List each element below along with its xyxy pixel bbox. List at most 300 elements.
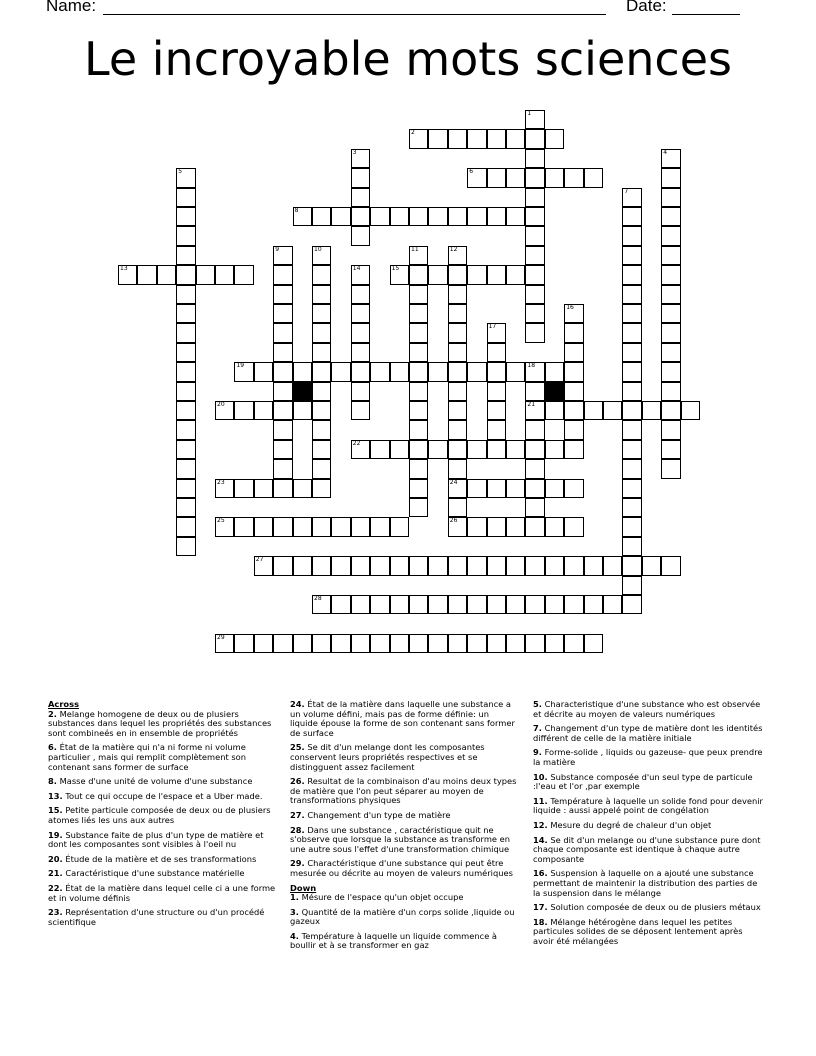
- grid-cell[interactable]: [390, 362, 409, 381]
- grid-cell[interactable]: [467, 479, 486, 498]
- grid-cell[interactable]: [661, 246, 680, 265]
- grid-cell[interactable]: [448, 459, 467, 478]
- grid-cell[interactable]: [176, 440, 195, 459]
- grid-cell[interactable]: [487, 420, 506, 439]
- grid-cell[interactable]: [351, 440, 370, 459]
- grid-cell[interactable]: [312, 517, 331, 536]
- grid-cell[interactable]: [137, 265, 156, 284]
- grid-cell[interactable]: [545, 401, 564, 420]
- grid-cell[interactable]: [234, 362, 253, 381]
- grid-cell[interactable]: [351, 226, 370, 245]
- grid-cell[interactable]: [312, 362, 331, 381]
- grid-cell[interactable]: [467, 517, 486, 536]
- grid-cell[interactable]: [661, 226, 680, 245]
- grid-cell[interactable]: [254, 401, 273, 420]
- grid-cell[interactable]: [312, 634, 331, 653]
- grid-cell[interactable]: [351, 285, 370, 304]
- grid-cell[interactable]: [622, 440, 641, 459]
- grid-cell[interactable]: [351, 265, 370, 284]
- grid-cell[interactable]: [525, 246, 544, 265]
- grid-cell[interactable]: [409, 265, 428, 284]
- grid-cell[interactable]: [448, 343, 467, 362]
- grid-cell[interactable]: [545, 556, 564, 575]
- grid-cell[interactable]: [234, 479, 253, 498]
- grid-cell[interactable]: [545, 440, 564, 459]
- grid-cell[interactable]: [564, 517, 583, 536]
- grid-cell[interactable]: [584, 168, 603, 187]
- grid-cell[interactable]: [603, 401, 622, 420]
- grid-cell[interactable]: [467, 362, 486, 381]
- grid-cell[interactable]: [390, 634, 409, 653]
- grid-cell[interactable]: [370, 517, 389, 536]
- grid-cell[interactable]: [215, 265, 234, 284]
- grid-cell[interactable]: [525, 304, 544, 323]
- grid-cell[interactable]: [487, 595, 506, 614]
- grid-cell[interactable]: [312, 207, 331, 226]
- grid-cell[interactable]: [312, 285, 331, 304]
- grid-cell[interactable]: [467, 207, 486, 226]
- grid-cell[interactable]: [273, 343, 292, 362]
- grid-cell[interactable]: [564, 595, 583, 614]
- grid-cell[interactable]: [525, 556, 544, 575]
- grid-cell[interactable]: [448, 207, 467, 226]
- grid-cell[interactable]: [448, 323, 467, 342]
- grid-cell[interactable]: [273, 556, 292, 575]
- grid-cell[interactable]: [661, 459, 680, 478]
- grid-cell[interactable]: [390, 265, 409, 284]
- grid-cell[interactable]: [545, 129, 564, 148]
- grid-cell[interactable]: [351, 382, 370, 401]
- grid-cell[interactable]: [312, 459, 331, 478]
- grid-cell[interactable]: [273, 362, 292, 381]
- grid-cell[interactable]: [312, 304, 331, 323]
- grid-cell[interactable]: [525, 323, 544, 342]
- grid-cell[interactable]: [487, 265, 506, 284]
- grid-cell[interactable]: [409, 129, 428, 148]
- grid-cell[interactable]: [312, 343, 331, 362]
- grid-cell[interactable]: [467, 595, 486, 614]
- grid-cell[interactable]: [622, 304, 641, 323]
- grid-cell[interactable]: [409, 440, 428, 459]
- grid-cell[interactable]: [331, 517, 350, 536]
- grid-cell[interactable]: [622, 362, 641, 381]
- grid-cell[interactable]: [293, 362, 312, 381]
- grid-cell[interactable]: [564, 304, 583, 323]
- grid-cell[interactable]: [351, 168, 370, 187]
- grid-cell[interactable]: [390, 517, 409, 536]
- grid-cell[interactable]: [448, 595, 467, 614]
- grid-cell[interactable]: [176, 343, 195, 362]
- grid-cell[interactable]: [661, 420, 680, 439]
- grid-cell[interactable]: [428, 265, 447, 284]
- grid-cell[interactable]: [661, 556, 680, 575]
- grid-cell[interactable]: [370, 362, 389, 381]
- grid-cell[interactable]: [176, 517, 195, 536]
- grid-cell[interactable]: [176, 285, 195, 304]
- grid-cell[interactable]: [390, 556, 409, 575]
- grid-cell[interactable]: [506, 207, 525, 226]
- grid-cell[interactable]: [234, 517, 253, 536]
- grid-cell[interactable]: [467, 634, 486, 653]
- grid-cell[interactable]: [661, 168, 680, 187]
- grid-cell[interactable]: [157, 265, 176, 284]
- grid-cell[interactable]: [331, 634, 350, 653]
- grid-cell[interactable]: [448, 285, 467, 304]
- grid-cell[interactable]: [215, 401, 234, 420]
- grid-cell[interactable]: [448, 129, 467, 148]
- grid-cell[interactable]: [506, 362, 525, 381]
- grid-cell[interactable]: [428, 556, 447, 575]
- grid-cell[interactable]: [254, 479, 273, 498]
- grid-cell[interactable]: [622, 207, 641, 226]
- grid-cell[interactable]: [467, 556, 486, 575]
- grid-cell[interactable]: [176, 226, 195, 245]
- grid-cell[interactable]: [312, 323, 331, 342]
- grid-cell[interactable]: [681, 401, 700, 420]
- grid-cell[interactable]: [273, 323, 292, 342]
- grid-cell[interactable]: [661, 188, 680, 207]
- grid-cell[interactable]: [487, 129, 506, 148]
- grid-cell[interactable]: [273, 440, 292, 459]
- grid-cell[interactable]: [622, 576, 641, 595]
- grid-cell[interactable]: [487, 168, 506, 187]
- grid-cell[interactable]: [584, 556, 603, 575]
- grid-cell[interactable]: [506, 479, 525, 498]
- grid-cell[interactable]: [661, 265, 680, 284]
- grid-cell[interactable]: [448, 304, 467, 323]
- grid-cell[interactable]: [506, 440, 525, 459]
- grid-cell[interactable]: [487, 634, 506, 653]
- grid-cell[interactable]: [622, 265, 641, 284]
- grid-cell[interactable]: [564, 382, 583, 401]
- grid-cell[interactable]: [487, 440, 506, 459]
- grid-cell[interactable]: [564, 556, 583, 575]
- grid-cell[interactable]: [428, 440, 447, 459]
- grid-cell[interactable]: [409, 207, 428, 226]
- grid-cell[interactable]: [254, 362, 273, 381]
- grid-cell[interactable]: [176, 537, 195, 556]
- grid-cell[interactable]: [176, 168, 195, 187]
- grid-cell[interactable]: [564, 420, 583, 439]
- grid-cell[interactable]: [448, 634, 467, 653]
- grid-cell[interactable]: [525, 401, 544, 420]
- grid-cell[interactable]: [176, 265, 195, 284]
- grid-cell[interactable]: [409, 634, 428, 653]
- grid-cell[interactable]: [409, 246, 428, 265]
- grid-cell[interactable]: [273, 285, 292, 304]
- grid-cell[interactable]: [448, 420, 467, 439]
- grid-cell[interactable]: [525, 479, 544, 498]
- grid-cell[interactable]: [603, 556, 622, 575]
- grid-cell[interactable]: [545, 362, 564, 381]
- grid-cell[interactable]: [564, 168, 583, 187]
- grid-cell[interactable]: [622, 401, 641, 420]
- grid-cell[interactable]: [487, 479, 506, 498]
- grid-cell[interactable]: [312, 556, 331, 575]
- grid-cell[interactable]: [428, 207, 447, 226]
- grid-cell[interactable]: [622, 323, 641, 342]
- grid-cell[interactable]: [428, 129, 447, 148]
- grid-cell[interactable]: [506, 265, 525, 284]
- grid-cell[interactable]: [409, 285, 428, 304]
- grid-cell[interactable]: [409, 420, 428, 439]
- grid-cell[interactable]: [215, 517, 234, 536]
- grid-cell[interactable]: [390, 595, 409, 614]
- grid-cell[interactable]: [234, 634, 253, 653]
- grid-cell[interactable]: [545, 479, 564, 498]
- grid-cell[interactable]: [661, 285, 680, 304]
- grid-cell[interactable]: [254, 634, 273, 653]
- grid-cell[interactable]: [370, 207, 389, 226]
- grid-cell[interactable]: [176, 207, 195, 226]
- grid-cell[interactable]: [525, 382, 544, 401]
- grid-cell[interactable]: [273, 304, 292, 323]
- grid-cell[interactable]: [661, 401, 680, 420]
- grid-cell[interactable]: [273, 517, 292, 536]
- grid-cell[interactable]: [409, 556, 428, 575]
- grid-cell[interactable]: [622, 479, 641, 498]
- grid-cell[interactable]: [370, 556, 389, 575]
- grid-cell[interactable]: [409, 459, 428, 478]
- grid-cell[interactable]: [448, 440, 467, 459]
- grid-cell[interactable]: [293, 517, 312, 536]
- grid-cell[interactable]: [370, 595, 389, 614]
- grid-cell[interactable]: [661, 440, 680, 459]
- grid-cell[interactable]: [487, 382, 506, 401]
- grid-cell[interactable]: [409, 401, 428, 420]
- grid-cell[interactable]: [351, 149, 370, 168]
- grid-cell[interactable]: [661, 362, 680, 381]
- grid-cell[interactable]: [293, 634, 312, 653]
- grid-cell[interactable]: [622, 459, 641, 478]
- grid-cell[interactable]: [293, 207, 312, 226]
- grid-cell[interactable]: [506, 168, 525, 187]
- grid-cell[interactable]: [448, 479, 467, 498]
- grid-cell[interactable]: [448, 401, 467, 420]
- grid-cell[interactable]: [506, 634, 525, 653]
- grid-cell[interactable]: [196, 265, 215, 284]
- grid-cell[interactable]: [176, 479, 195, 498]
- grid-cell[interactable]: [525, 440, 544, 459]
- grid-cell[interactable]: [467, 440, 486, 459]
- grid-cell[interactable]: [273, 634, 292, 653]
- grid-cell[interactable]: [584, 595, 603, 614]
- grid-cell[interactable]: [176, 420, 195, 439]
- grid-cell[interactable]: [390, 207, 409, 226]
- grid-cell[interactable]: [293, 556, 312, 575]
- grid-cell[interactable]: [525, 362, 544, 381]
- grid-cell[interactable]: [409, 479, 428, 498]
- grid-cell[interactable]: [176, 304, 195, 323]
- grid-cell[interactable]: [273, 382, 292, 401]
- grid-cell[interactable]: [525, 207, 544, 226]
- grid-cell[interactable]: [351, 207, 370, 226]
- grid-cell[interactable]: [564, 440, 583, 459]
- grid-cell[interactable]: [273, 479, 292, 498]
- grid-cell[interactable]: [584, 634, 603, 653]
- grid-cell[interactable]: [545, 595, 564, 614]
- grid-cell[interactable]: [487, 343, 506, 362]
- grid-cell[interactable]: [312, 420, 331, 439]
- grid-cell[interactable]: [351, 517, 370, 536]
- grid-cell[interactable]: [409, 323, 428, 342]
- grid-cell[interactable]: [351, 634, 370, 653]
- grid-cell[interactable]: [487, 517, 506, 536]
- grid-cell[interactable]: [312, 382, 331, 401]
- grid-cell[interactable]: [642, 401, 661, 420]
- grid-cell[interactable]: [312, 595, 331, 614]
- grid-cell[interactable]: [622, 285, 641, 304]
- grid-cell[interactable]: [661, 304, 680, 323]
- grid-cell[interactable]: [312, 479, 331, 498]
- grid-cell[interactable]: [273, 265, 292, 284]
- grid-cell[interactable]: [370, 634, 389, 653]
- grid-cell[interactable]: [564, 401, 583, 420]
- grid-cell[interactable]: [622, 595, 641, 614]
- grid-cell[interactable]: [176, 362, 195, 381]
- grid-cell[interactable]: [448, 556, 467, 575]
- grid-cell[interactable]: [428, 634, 447, 653]
- grid-cell[interactable]: [215, 479, 234, 498]
- grid-cell[interactable]: [176, 459, 195, 478]
- grid-cell[interactable]: [545, 634, 564, 653]
- grid-cell[interactable]: [622, 537, 641, 556]
- grid-cell[interactable]: [622, 498, 641, 517]
- grid-cell[interactable]: [331, 207, 350, 226]
- grid-cell[interactable]: [273, 459, 292, 478]
- grid-cell[interactable]: [525, 110, 544, 129]
- grid-cell[interactable]: [176, 401, 195, 420]
- grid-cell[interactable]: [506, 556, 525, 575]
- grid-cell[interactable]: [564, 323, 583, 342]
- grid-cell[interactable]: [545, 168, 564, 187]
- grid-cell[interactable]: [351, 343, 370, 362]
- grid-cell[interactable]: [661, 343, 680, 362]
- grid-cell[interactable]: [622, 420, 641, 439]
- grid-cell[interactable]: [487, 362, 506, 381]
- grid-cell[interactable]: [273, 420, 292, 439]
- grid-cell[interactable]: [525, 226, 544, 245]
- grid-cell[interactable]: [506, 517, 525, 536]
- grid-cell[interactable]: [467, 265, 486, 284]
- grid-cell[interactable]: [661, 149, 680, 168]
- grid-cell[interactable]: [331, 362, 350, 381]
- grid-cell[interactable]: [390, 440, 409, 459]
- grid-cell[interactable]: [351, 401, 370, 420]
- grid-cell[interactable]: [409, 595, 428, 614]
- grid-cell[interactable]: [622, 556, 641, 575]
- grid-cell[interactable]: [234, 401, 253, 420]
- grid-cell[interactable]: [312, 440, 331, 459]
- grid-cell[interactable]: [293, 401, 312, 420]
- grid-cell[interactable]: [661, 382, 680, 401]
- grid-cell[interactable]: [273, 246, 292, 265]
- grid-cell[interactable]: [622, 382, 641, 401]
- grid-cell[interactable]: [370, 440, 389, 459]
- grid-cell[interactable]: [487, 401, 506, 420]
- grid-cell[interactable]: [176, 188, 195, 207]
- grid-cell[interactable]: [409, 498, 428, 517]
- grid-cell[interactable]: [176, 382, 195, 401]
- grid-cell[interactable]: [603, 595, 622, 614]
- grid-cell[interactable]: [487, 323, 506, 342]
- grid-cell[interactable]: [506, 595, 525, 614]
- grid-cell[interactable]: [622, 188, 641, 207]
- grid-cell[interactable]: [487, 556, 506, 575]
- grid-cell[interactable]: [622, 343, 641, 362]
- grid-cell[interactable]: [661, 323, 680, 342]
- grid-cell[interactable]: [545, 517, 564, 536]
- grid-cell[interactable]: [564, 634, 583, 653]
- grid-cell[interactable]: [176, 323, 195, 342]
- grid-cell[interactable]: [409, 362, 428, 381]
- grid-cell[interactable]: [525, 420, 544, 439]
- grid-cell[interactable]: [448, 265, 467, 284]
- grid-cell[interactable]: [642, 556, 661, 575]
- grid-cell[interactable]: [234, 265, 253, 284]
- grid-cell[interactable]: [273, 401, 292, 420]
- grid-cell[interactable]: [331, 556, 350, 575]
- grid-cell[interactable]: [661, 207, 680, 226]
- grid-cell[interactable]: [525, 285, 544, 304]
- grid-cell[interactable]: [254, 517, 273, 536]
- grid-cell[interactable]: [351, 556, 370, 575]
- grid-cell[interactable]: [622, 246, 641, 265]
- grid-cell[interactable]: [448, 517, 467, 536]
- grid-cell[interactable]: [312, 246, 331, 265]
- grid-cell[interactable]: [564, 362, 583, 381]
- grid-cell[interactable]: [487, 207, 506, 226]
- grid-cell[interactable]: [428, 362, 447, 381]
- grid-cell[interactable]: [312, 401, 331, 420]
- grid-cell[interactable]: [525, 634, 544, 653]
- grid-cell[interactable]: [448, 362, 467, 381]
- grid-cell[interactable]: [312, 265, 331, 284]
- grid-cell[interactable]: [409, 304, 428, 323]
- grid-cell[interactable]: [351, 188, 370, 207]
- grid-cell[interactable]: [448, 382, 467, 401]
- grid-cell[interactable]: [331, 595, 350, 614]
- grid-cell[interactable]: [176, 246, 195, 265]
- grid-cell[interactable]: [584, 401, 603, 420]
- grid-cell[interactable]: [448, 498, 467, 517]
- grid-cell[interactable]: [564, 479, 583, 498]
- grid-cell[interactable]: [118, 265, 137, 284]
- grid-cell[interactable]: [448, 246, 467, 265]
- grid-cell[interactable]: [254, 556, 273, 575]
- grid-cell[interactable]: [351, 362, 370, 381]
- grid-cell[interactable]: [409, 382, 428, 401]
- grid-cell[interactable]: [506, 129, 525, 148]
- grid-cell[interactable]: [428, 595, 447, 614]
- grid-cell[interactable]: [351, 323, 370, 342]
- grid-cell[interactable]: [215, 634, 234, 653]
- grid-cell[interactable]: [351, 304, 370, 323]
- grid-cell[interactable]: [525, 595, 544, 614]
- grid-cell[interactable]: [525, 498, 544, 517]
- grid-cell[interactable]: [525, 459, 544, 478]
- grid-cell[interactable]: [351, 595, 370, 614]
- grid-cell[interactable]: [525, 168, 544, 187]
- grid-cell[interactable]: [409, 343, 428, 362]
- grid-cell[interactable]: [564, 343, 583, 362]
- grid-cell[interactable]: [525, 129, 544, 148]
- grid-cell[interactable]: [525, 188, 544, 207]
- grid-cell[interactable]: [622, 517, 641, 536]
- grid-cell[interactable]: [467, 129, 486, 148]
- grid-cell[interactable]: [176, 498, 195, 517]
- grid-cell[interactable]: [525, 517, 544, 536]
